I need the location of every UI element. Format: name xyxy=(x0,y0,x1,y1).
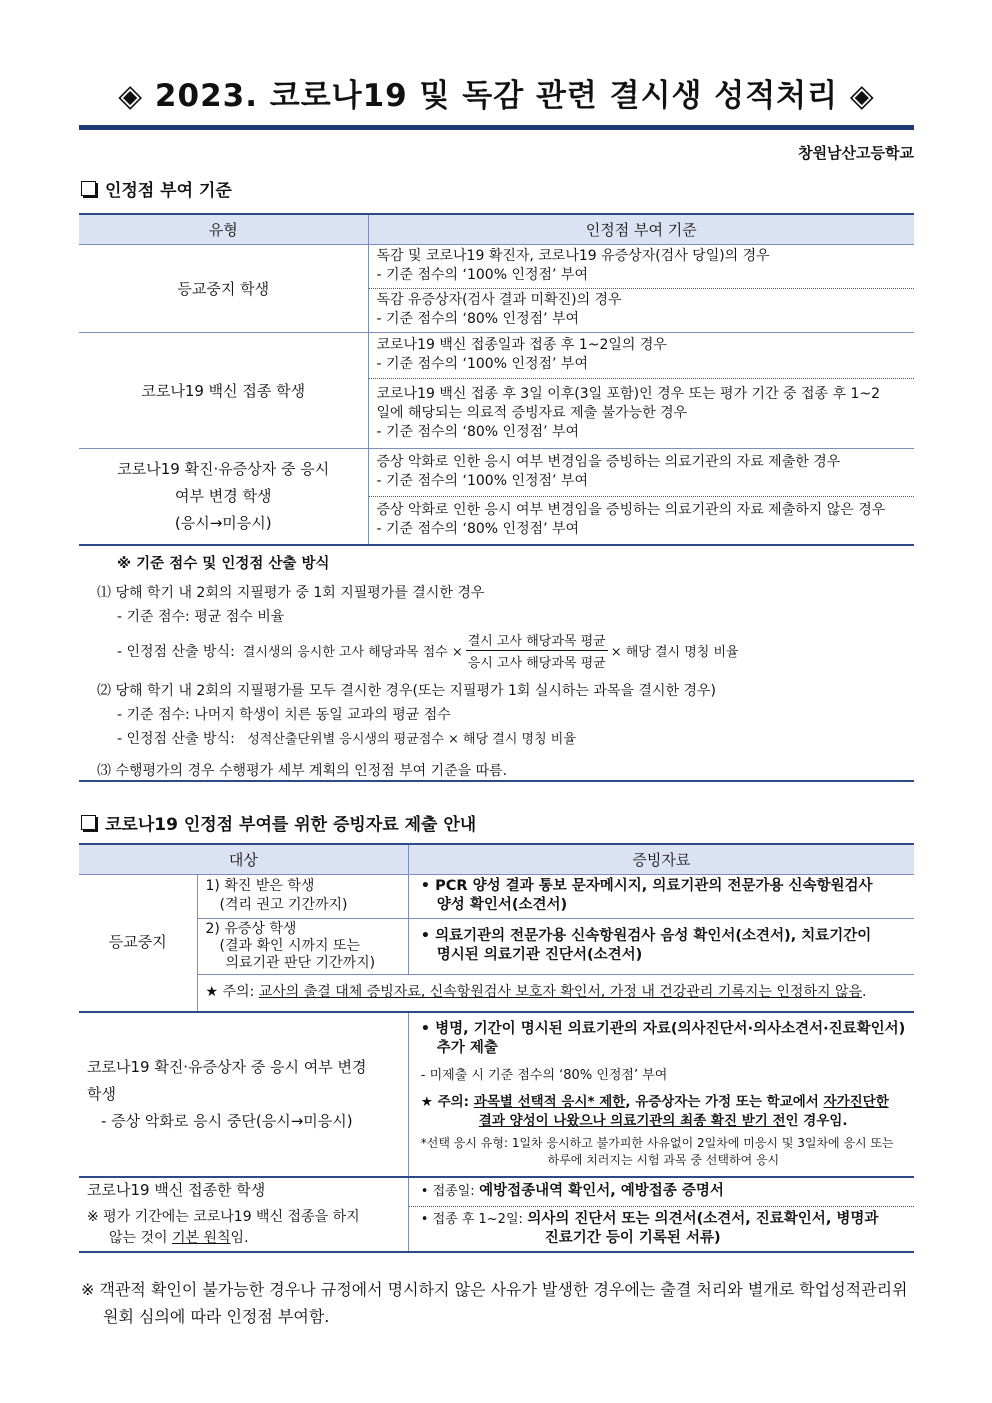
page-title: ◈ 2023. 코로나19 및 독감 관련 결시생 성적처리 ◈ xyxy=(118,78,875,114)
evidence-confirmed: • PCR 양성 결과 통보 문자메시지, 의료기관의 전문가용 신속항원검사 양성 확인서(소견서) xyxy=(408,874,914,918)
criteria-cell: 독감 및 코로나19 확진자, 코로나19 유증상자(검사 당일)의 경우 - 기준 점수의 ‘100% 인정점’ 부여 xyxy=(368,244,914,288)
note-item-1b: - 인정점 산출 방식: 결시생의 응시한 고사 해당과목 점수 × $\frac{\text{결시 고사 해당과목 평균}}{\text{응시 고사 해당과목 평균}}$ × 해당 결시 명칭 비율 xyxy=(117,630,739,671)
section1-heading: 인정점 부여 기준 xyxy=(79,176,232,201)
evidence-vaccinated-after: • 접종 후 1~2일: 의사의 진단서 또는 의견서(소견서, 진료확인서, 병명과 진료기간 등이 기록된 서류) xyxy=(408,1206,914,1252)
table-row xyxy=(79,1177,914,1206)
notes-divider xyxy=(79,780,914,782)
table-row xyxy=(79,874,914,918)
target-symptomatic: 2) 유증상 학생 (결과 확인 시까지 또는 의료기관 판단 기간까지) xyxy=(197,918,408,974)
criteria-cell: 증상 악화로 인한 응시 여부 변경임을 증빙하는 의료기관의 자료 제출한 경우 - 기준 점수의 ‘100% 인정점’ 부여 xyxy=(368,448,914,496)
target-confirmed: 1) 확진 받은 학생 (격리 권고 기간까지) xyxy=(197,874,408,918)
caution-note: ★ 주의: 교사의 출결 대체 증빙자료, 신속항원검사 보호자 확인서, 가정 내 건강관리 기록지는 인정하지 않음. xyxy=(197,974,914,1012)
table-row xyxy=(79,1012,914,1177)
criteria-table xyxy=(79,213,914,546)
criteria-cell: 코로나19 백신 접종 후 3일 이후(3일 포함)인 경우 또는 평가 기간 중 접종 후 1~2 일에 해당되는 의료적 증빙자료 제출 불가능한 경우 - 기준 점수의 ‘80% 인정점’ 부여 xyxy=(368,378,914,448)
table-row xyxy=(79,244,914,288)
group-school-suspension: 등교중지 xyxy=(79,874,197,1012)
note-item-1: ⑴ 당해 학기 내 2회의 지필평가 중 1회 지필평가를 결시한 경우 xyxy=(97,585,485,601)
group-test-change: 코로나19 확진·유증상자 중 응시 여부 변경 학생 - 증상 악화로 응시 중단(응시→미응시) xyxy=(79,1012,408,1177)
note-item-2: ⑵ 당해 학기 내 2회의 지필평가를 모두 결시한 경우(또는 지필평가 1회 실시하는 과목을 결시한 경우) xyxy=(97,683,716,699)
table-header-row xyxy=(79,844,914,874)
table-row xyxy=(79,332,914,378)
table-header-row xyxy=(79,214,914,244)
calculation-notes xyxy=(79,552,914,782)
evidence-vaccinated-day: • 접종일: 예방접종내역 확인서, 예방접종 증명서 xyxy=(408,1177,914,1206)
note-item-3: ⑶ 수행평가의 경우 수행평가 세부 계획의 인정점 부여 기준을 따름. xyxy=(97,763,508,779)
table-row xyxy=(79,974,914,1012)
criteria-cell: 코로나19 백신 접종일과 접종 후 1~2일의 경우 - 기준 점수의 ‘100% 인정점’ 부여 xyxy=(368,332,914,378)
school-name: 창원남산고등학교 xyxy=(798,144,914,162)
criteria-cell: 독감 유증상자(검사 결과 미확진)의 경우 - 기준 점수의 ‘80% 인정점’ 부여 xyxy=(368,288,914,332)
col-header-target: 대상 xyxy=(79,844,408,874)
table-row xyxy=(79,448,914,496)
criteria-cell: 증상 악화로 인한 응시 여부 변경임을 증빙하는 의료기관의 자료 제출하지 않은 경우 - 기준 점수의 ‘80% 인정점’ 부여 xyxy=(368,496,914,545)
section2-heading: 코로나19 인정점 부여를 위한 증빙자료 제출 안내 xyxy=(79,810,476,835)
evidence-test-change: • 병명, 기간이 명시된 의료기관의 자료(의사진단서·의사소견서·진료확인서) 추가 제출 - 미제출 시 기준 점수의 ‘80% 인정점’ 부여 ★ 주의: 과목별 선택적 응시* 제한, 유증상자는 가정 또는 학교에서 자가진단한 결과 양성이 나왔으나 의료기관의 최종 확진 받기 전인 경우임. *선택 응시 유형: 1일차 응시하고 불가피한 사유없이 2일차에 미응시 및 3일차에 응시 또는 하루에 치러지는 시험 과목 중 선택하여 응시 xyxy=(408,1012,914,1177)
evidence-symptomatic: • 의료기관의 전문가용 신속항원검사 음성 확인서(소견서), 치료기간이 명시된 의료기관 진단서(소견서) xyxy=(408,918,914,974)
note-item-2b: - 인정점 산출 방식: 성적산출단위별 응시생의 평균점수 × 해당 결시 명칭 비율 xyxy=(117,731,576,747)
notes-heading: ※ 기준 점수 및 인정점 산출 방식 xyxy=(117,556,330,572)
footer-note: ※ 객관적 확인이 불가능한 경우나 규정에서 명시하지 않은 사유가 발생한 경우에는 출결 처리와 별개로 학업성적관리위원회 심의에 따라 인정점 부여함. xyxy=(81,1280,908,1326)
checkbox-square-icon xyxy=(81,181,96,196)
row-type: 코로나19 확진·유증상자 중 응시 여부 변경 학생 (응시→미응시) xyxy=(79,448,368,545)
table-row xyxy=(79,918,914,974)
title-divider xyxy=(79,125,914,130)
note-item-1a: - 기준 점수: 평균 점수 비율 xyxy=(117,609,285,625)
note-item-2a: - 기준 점수: 나머지 학생이 치른 동일 교과의 평균 점수 xyxy=(117,707,451,723)
group-vaccinated: 코로나19 백신 접종한 학생 ※ 평가 기간에는 코로나19 백신 접종을 하지 않는 것이 기본 원칙임. xyxy=(79,1177,408,1252)
col-header-evidence: 증빙자료 xyxy=(408,844,914,874)
row-type: 코로나19 백신 접종 학생 xyxy=(79,332,368,448)
checkbox-square-icon xyxy=(81,815,96,830)
col-header-criteria: 인정점 부여 기준 xyxy=(368,214,914,244)
row-type: 등교중지 학생 xyxy=(79,244,368,332)
evidence-table xyxy=(79,843,914,1253)
formula-fraction: $\frac{\text{결시 고사 해당과목 평균}}{\text{응시 고사 해당과목 평균}}$ xyxy=(466,630,608,671)
col-header-type: 유형 xyxy=(79,214,368,244)
